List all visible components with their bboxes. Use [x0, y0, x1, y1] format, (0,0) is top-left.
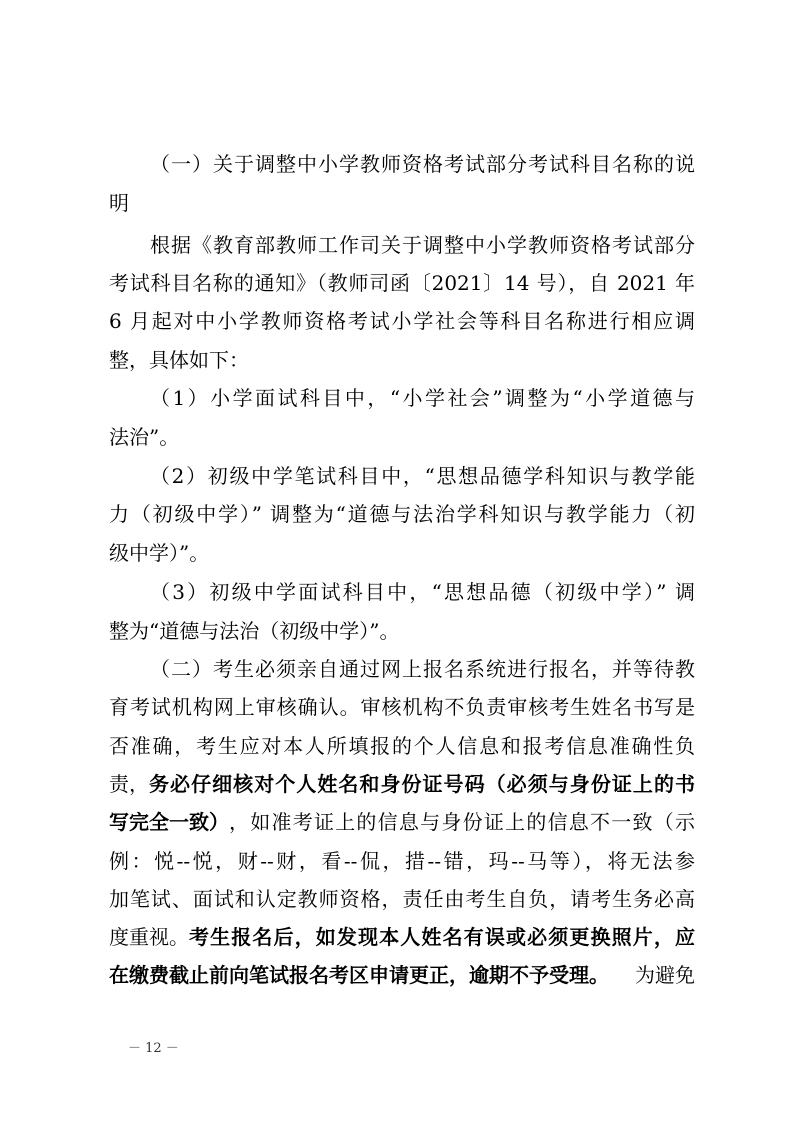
- text-segment: ，如准考证上的信息与身份证上的信息不一致（示: [229, 810, 695, 834]
- emphasis-text: 写完全一致）: [109, 810, 229, 834]
- paragraph-line: 例：悦--悦，财--财，看--侃，措--错，玛--马等），将无法参: [109, 849, 695, 873]
- paragraph-line: 根据《教育部教师工作司关于调整中小学教师资格考试部分: [150, 233, 695, 257]
- list-item-1: （1）小学面试科目中，“小学社会”调整为“小学道德与: [150, 386, 695, 410]
- text-segment: 为避免: [635, 963, 695, 987]
- paragraph-line-mixed: [109, 809, 695, 835]
- emphasis-text: 务必仔细核对个人姓名和身份证号码（必须与身份证上的书: [149, 772, 695, 796]
- list-item-2-continued: 级中学）”。: [109, 541, 210, 565]
- emphasis-text: 考生报名后，如发现本人姓名有误或必须更换照片，应: [189, 925, 695, 949]
- section-heading-2: （二）考生必须亲自通过网上报名系统进行报名，并等待教: [150, 657, 695, 681]
- text-segment: 度重视。: [109, 925, 189, 949]
- list-item-3: （3）初级中学面试科目中，“思想品德（初级中学）” 调: [150, 580, 695, 604]
- paragraph-line: 加笔试、面试和认定教师资格，责任由考生自负，请考生务必高: [109, 887, 695, 911]
- emphasis-text: 在缴费截止前向笔试报名考区申请更正，逾期不予受理。: [109, 963, 609, 987]
- section-heading-1-continued: 明: [109, 191, 129, 215]
- paragraph-line-mixed: [109, 771, 695, 797]
- list-item-2: （2）初级中学笔试科目中，“思想品德学科知识与教学能: [150, 464, 695, 488]
- section-heading-1: （一）关于调整中小学教师资格考试部分考试科目名称的说: [150, 152, 695, 176]
- page-number: － 12 －: [128, 1041, 179, 1056]
- paragraph-line-mixed: [109, 962, 695, 988]
- list-item-2-continued: 力（初级中学）” 调整为“道德与法治学科知识与教学能力（初: [109, 502, 695, 526]
- list-item-3-continued: 整为“道德与法治（初级中学）”。: [109, 619, 400, 643]
- paragraph-line: 考试科目名称的通知》（教师司函〔2021〕14 号），自 2021 年: [109, 271, 695, 295]
- list-item-1-continued: 法治”。: [109, 425, 180, 449]
- paragraph-line: 否准确，考生应对本人所填报的个人信息和报考信息准确性负: [109, 734, 695, 758]
- text-segment: 责，: [109, 772, 149, 796]
- paragraph-line: 整，具体如下：: [109, 348, 249, 372]
- paragraph-line-mixed: [109, 924, 695, 950]
- paragraph-line: 育考试机构网上审核确认。审核机构不负责审核考生姓名书写是: [109, 695, 695, 719]
- paragraph-line: 6 月起对中小学教师资格考试小学社会等科目名称进行相应调: [109, 309, 695, 333]
